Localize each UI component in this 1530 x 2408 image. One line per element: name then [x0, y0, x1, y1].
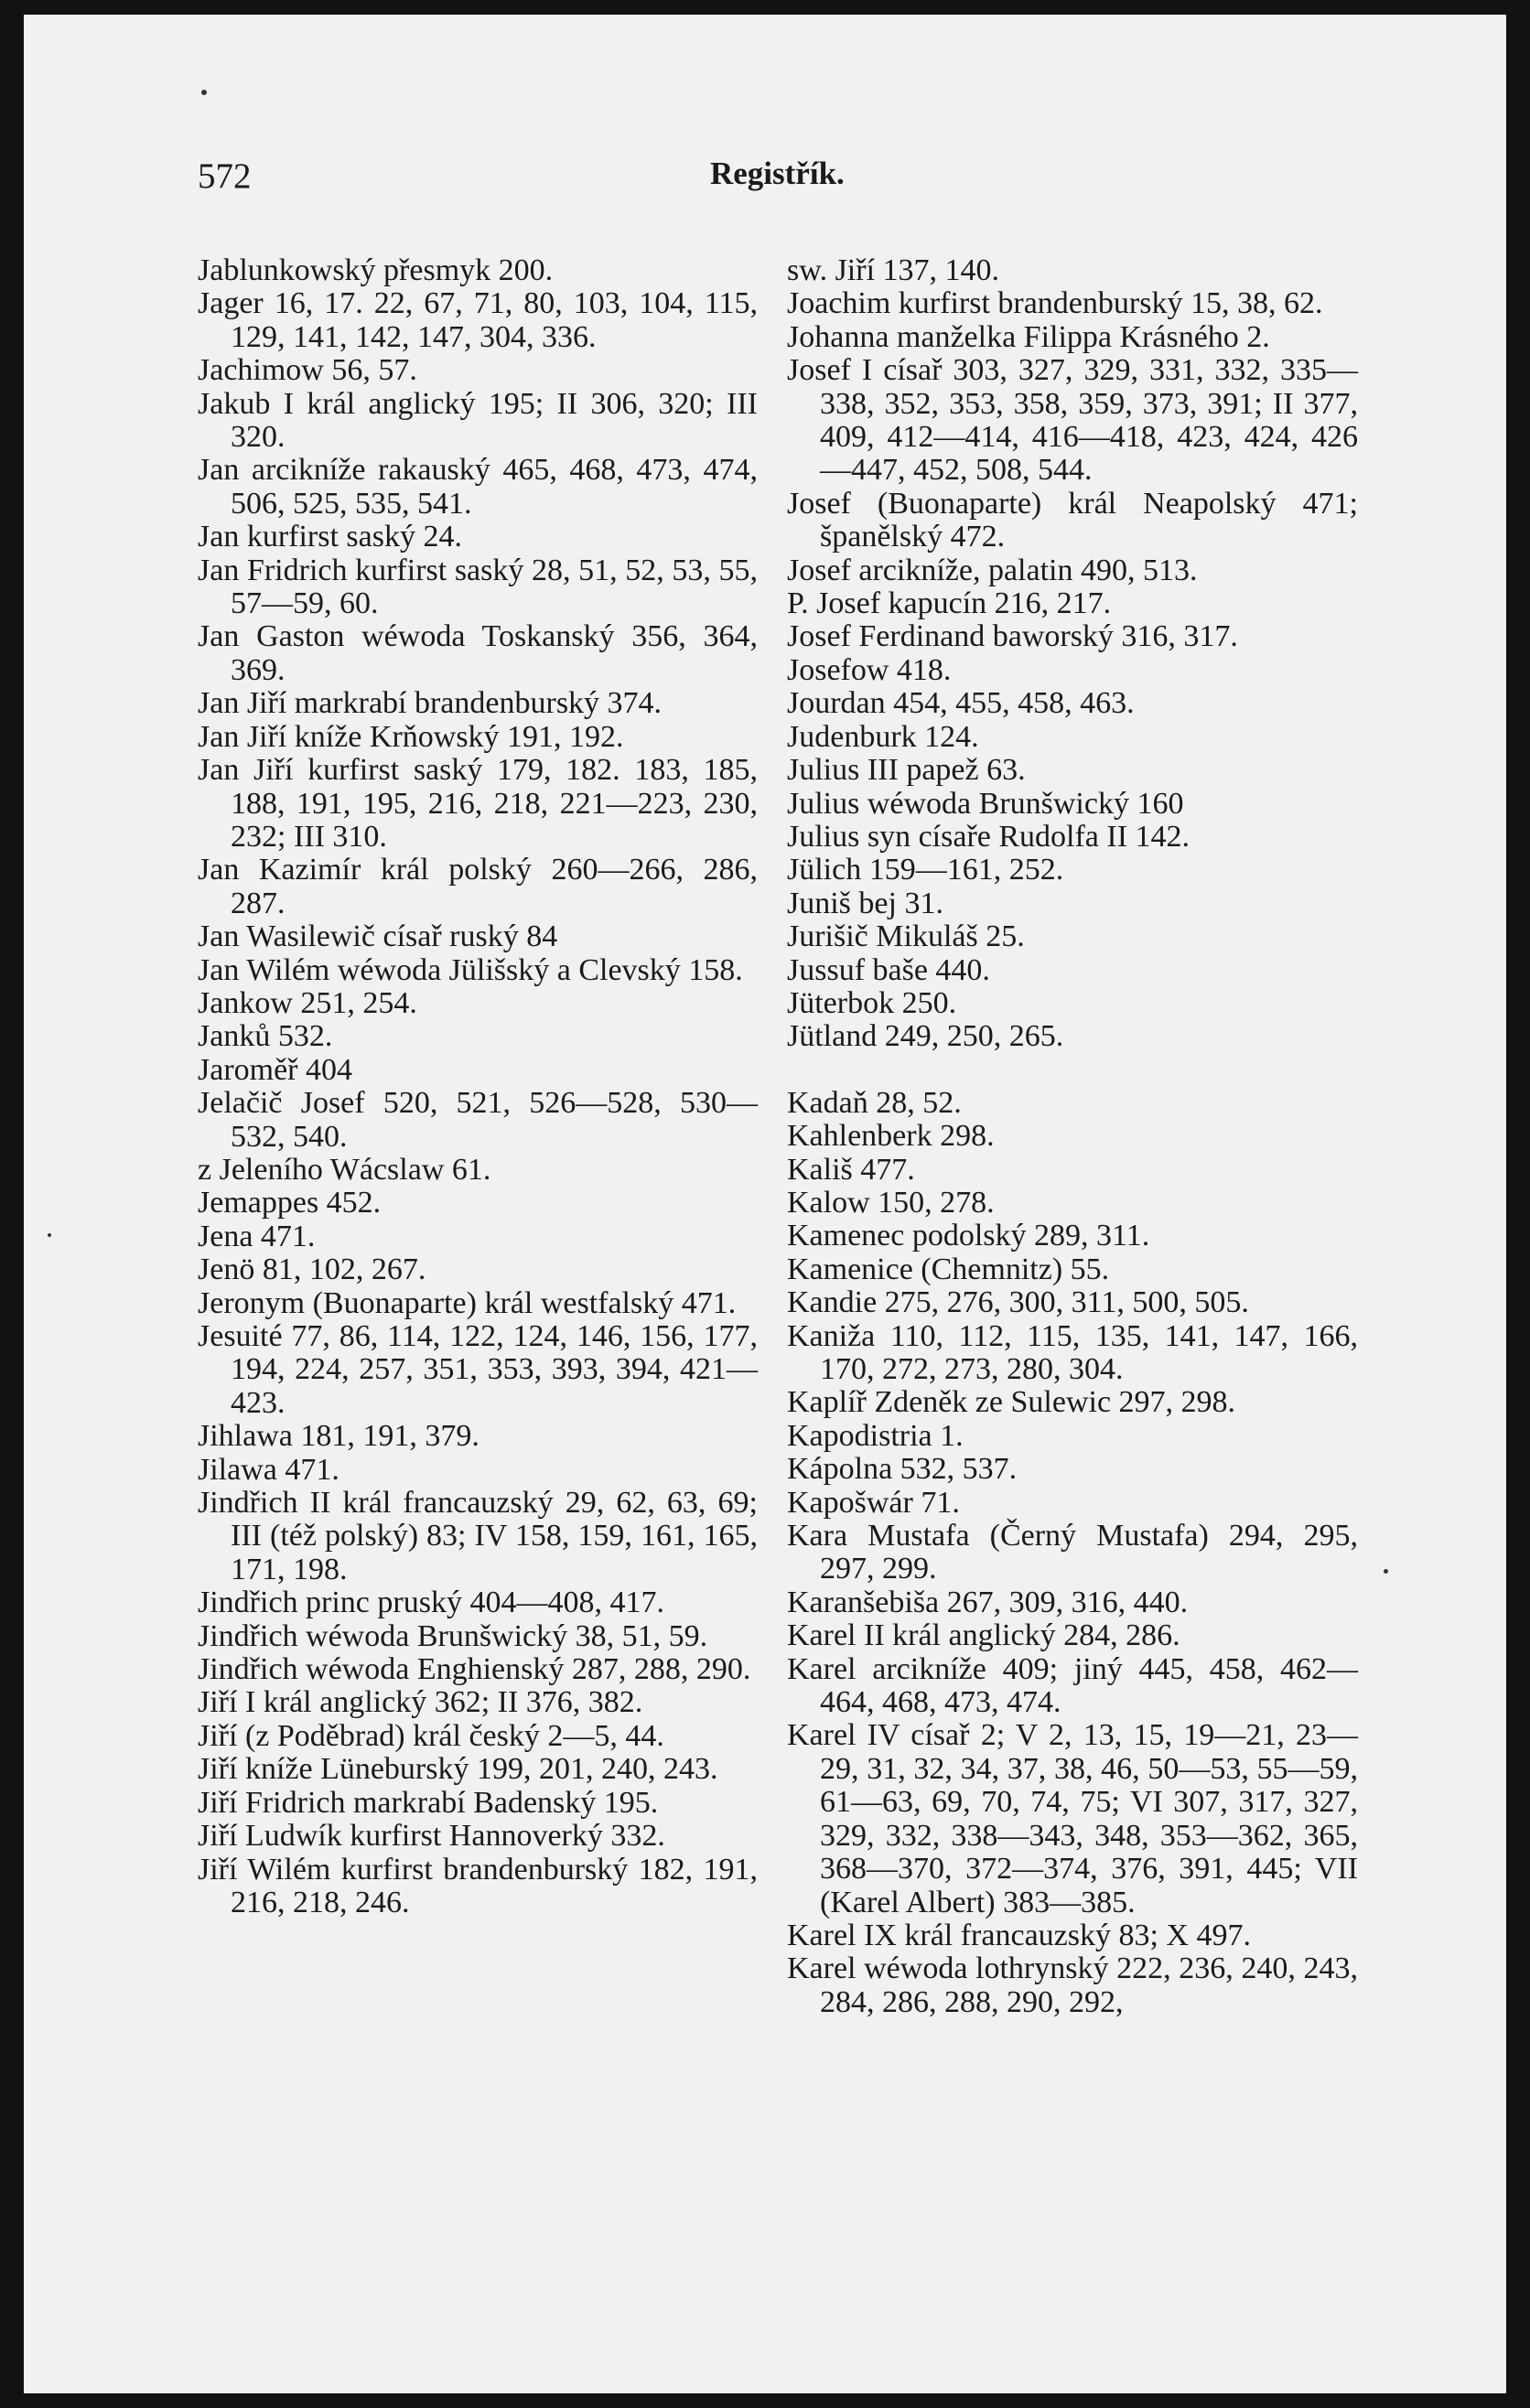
index-entry: Jindřich wéwoda Brunšwický 38, 51, 59.: [198, 1618, 708, 1653]
index-entry: Jülich 159—161, 252.: [787, 853, 1064, 887]
index-entry: Jan Fridrich kurfirst saský 28, 51, 52, 53, 55, 57—59, 60.: [198, 553, 758, 621]
index-entry: Jurišič Mikuláš 25.: [787, 919, 1025, 954]
page-header: [198, 146, 1336, 201]
index-entry: Jan Jiří kurfirst saský 179, 182. 183, 185, 188, 191, 195, 216, 218, 221—223, 230, 232; III 310.: [198, 753, 758, 854]
index-entry: Jan Jiří kníže Krňowský 191, 192.: [198, 719, 624, 754]
index-entry: Jeronym (Buonaparte) král westfalský 471.: [198, 1285, 737, 1320]
index-entry: Jankow 251, 254.: [198, 985, 417, 1020]
index-entry: Jenö 81, 102, 267.: [198, 1252, 426, 1287]
index-entry: Kandie 275, 276, 300, 311, 500, 505.: [787, 1285, 1249, 1320]
index-entry: Johanna manželka Filippa Krásného 2.: [787, 319, 1270, 354]
index-entry: Jan kurfirst saský 24.: [198, 520, 462, 554]
index-entry: Kahlenberk 298.: [787, 1119, 995, 1154]
index-entry: Jan Kazimír král polský 260—266, 286, 287.: [198, 853, 758, 920]
index-entry: Jussuf baše 440.: [787, 952, 990, 987]
index-entry: Karel arcikníže 409; jiný 445, 458, 462—464, 468, 473, 474.: [787, 1651, 1358, 1720]
ink-speck: [1384, 1569, 1388, 1574]
index-entry: Jelačič Josef 520, 521, 526—528, 530—532, 540.: [198, 1086, 758, 1154]
index-entry: Karanšebiša 267, 309, 316, 440.: [787, 1585, 1189, 1619]
index-entry: Jan Jiří markrabí brandenburský 374.: [198, 686, 663, 721]
index-entry: P. Josef kapucín 216, 217.: [787, 586, 1112, 621]
index-entry: z Jeleního Wácslaw 61.: [198, 1152, 491, 1187]
index-entry: Kaplíř Zdeněk ze Sulewic 297, 298.: [787, 1385, 1236, 1420]
index-entry: Jindřich II král francauzský 29, 62, 63, 69; III (též polský) 83; IV 158, 159, 161, 165, 171, 198.: [198, 1486, 758, 1586]
index-entry: Jiří (z Poděbrad) král český 2—5, 44.: [198, 1718, 664, 1753]
index-entry: Jourdan 454, 455, 458, 463.: [787, 686, 1135, 721]
index-entry: Jiří Ludwík kurfirst Hannoverký 332.: [198, 1819, 665, 1854]
index-entry: Kamenec podolský 289, 311.: [787, 1219, 1150, 1253]
index-entry: Jemappes 452.: [198, 1186, 382, 1220]
index-entry: Jager 16, 17. 22, 67, 71, 80, 103, 104, 115, 129, 141, 142, 147, 304, 336.: [198, 286, 758, 354]
index-entry: Kališ 477.: [787, 1152, 915, 1187]
index-entry: Jiří I král anglický 362; II 376, 382.: [198, 1685, 643, 1720]
index-entry: Karel wéwoda lothrynský 222, 236, 240, 243, 284, 286, 288, 290, 292,: [787, 1951, 1358, 2019]
index-entry: Juniš bej 31.: [787, 886, 943, 920]
index-entry: Judenburk 124.: [787, 719, 979, 754]
index-entry: Jütland 249, 250, 265.: [787, 1019, 1064, 1054]
page-number: 572: [198, 156, 252, 196]
index-entry: Jan Wilém wéwoda Jülišský a Clevský 158.: [198, 952, 743, 987]
index-entry: Jan Wasilewič císař ruský 84: [198, 919, 558, 954]
index-entry: sw. Jiří 137, 140.: [787, 253, 1000, 287]
index-entry: Kalow 150, 278.: [787, 1185, 995, 1220]
index-entry: Kapošwár 71.: [787, 1485, 960, 1520]
index-entry: Janků 532.: [198, 1019, 333, 1054]
index-entry: Jiří kníže Lüneburský 199, 201, 240, 243.: [198, 1752, 718, 1787]
ink-speck: [48, 1233, 51, 1237]
index-entry: Julius III papež 63.: [787, 753, 1026, 788]
index-entry: Jaroměř 404: [198, 1052, 353, 1087]
running-title: Registřík.: [710, 156, 845, 191]
index-entry: Kapodistria 1.: [787, 1418, 964, 1453]
index-entry: Jilawa 471.: [198, 1452, 339, 1487]
index-entry: Josef (Buonaparte) král Neapolský 471; španělský 472.: [787, 486, 1358, 554]
index-entry: Julius syn císaře Rudolfa II 142.: [787, 819, 1191, 854]
index-entry: Jiří Wilém kurfirst brandenburský 182, 191, 216, 218, 246.: [198, 1852, 758, 1919]
index-entry: Jan Gaston wéwoda Toskanský 356, 364, 369.: [198, 619, 758, 687]
index-entry: Jihlawa 181, 191, 379.: [198, 1419, 479, 1454]
index-entry: Karel IX král francauzský 83; X 497.: [787, 1918, 1251, 1952]
index-entry: Jachimow 56, 57.: [198, 353, 417, 388]
index-entry: Jakub I král anglický 195; II 306, 320; III 320.: [198, 386, 758, 455]
index-entry: Julius wéwoda Brunšwický 160: [787, 786, 1184, 821]
index-entry: Kaniža 110, 112, 115, 135, 141, 147, 166, 170, 272, 273, 280, 304.: [787, 1318, 1358, 1386]
index-entry: Jena 471.: [198, 1219, 316, 1253]
index-entry: Jindřich wéwoda Enghienský 287, 288, 290.: [198, 1652, 751, 1687]
index-entry: Joachim kurfirst brandenburský 15, 38, 62.: [787, 286, 1323, 321]
index-entry: Josef arcikníže, palatin 490, 513.: [787, 553, 1198, 587]
index-entry: Kápolna 532, 537.: [787, 1452, 1018, 1487]
index-column-right: [787, 254, 1358, 2019]
index-entry: Jüterbok 250.: [787, 985, 957, 1020]
index-entry: Karel II král anglický 284, 286.: [787, 1618, 1180, 1653]
index-entry: Kamenice (Chemnitz) 55.: [787, 1252, 1110, 1286]
index-entry: Josef I císař 303, 327, 329, 331, 332, 335—338, 352, 353, 358, 359, 373, 391; II 377, 409, 412—414, 416—418, 423, 424, 426—447, 452, 508, 544.: [787, 353, 1358, 488]
index-entry: Jiří Fridrich markrabí Badenský 195.: [198, 1785, 659, 1820]
index-entry: Josef Ferdinand baworský 316, 317.: [787, 619, 1238, 654]
index-entry: Jesuité 77, 86, 114, 122, 124, 146, 156, 177, 194, 224, 257, 351, 353, 393, 394, 421—423.: [198, 1319, 758, 1420]
index-entry: Kara Mustafa (Černý Mustafa) 294, 295, 297, 299.: [787, 1519, 1358, 1586]
index-entry: Kadaň 28, 52.: [787, 1085, 962, 1120]
index-column-left: [198, 254, 758, 1919]
index-entry: Josefow 418.: [787, 652, 952, 687]
index-entry: Jan arcikníže rakauský 465, 468, 473, 474, 506, 525, 535, 541.: [198, 453, 758, 521]
index-entry: Jablunkowský přesmyk 200.: [198, 253, 554, 287]
index-entry: Karel IV císař 2; V 2, 13, 15, 19—21, 23—29, 31, 32, 34, 37, 38, 46, 50—53, 55—59, 61—63, 69, 70, 74, 75; VI 307, 317, 327, 329, 332, 338—343, 348, 353—362, 365, 368—370, 372—374, 376, 391, 445; VII (Karel Albert) 383—385.: [787, 1718, 1358, 1919]
ink-speck: [201, 90, 207, 95]
index-entry: Jindřich princ pruský 404—408, 417.: [198, 1586, 664, 1620]
